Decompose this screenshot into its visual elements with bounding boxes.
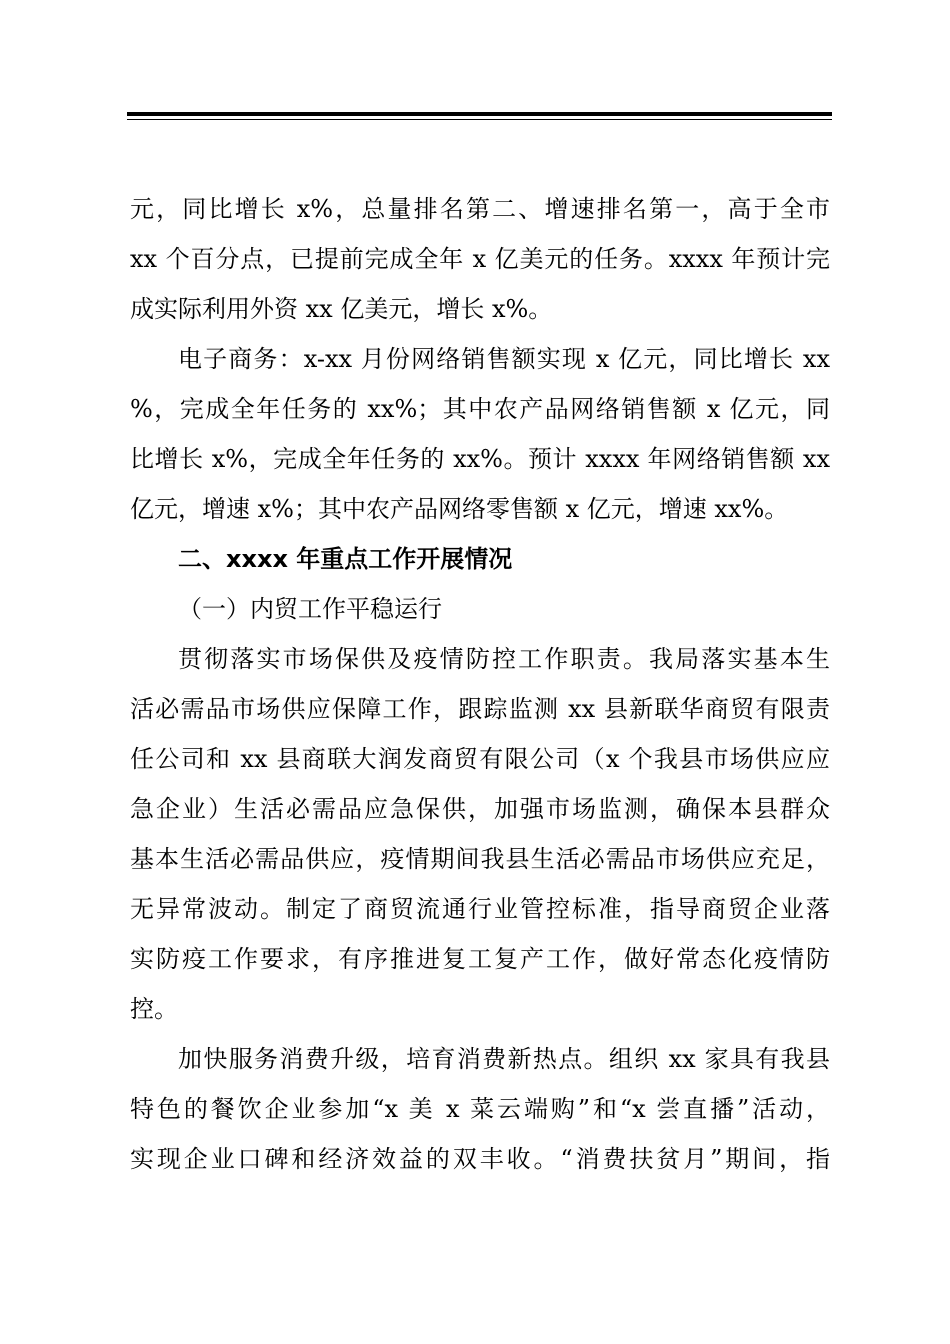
header-rule-thick <box>127 112 832 116</box>
paragraph-line: 基本生活必需品供应，疫情期间我县生活必需品市场供应充足， <box>130 845 830 873</box>
paragraph-line: 比增长 x%，完成全年任务的 xx%。预计 xxxx 年网络销售额 xx <box>130 445 830 473</box>
paragraph-line: xx 个百分点，已提前完成全年 x 亿美元的任务。xxxx 年预计完 <box>130 245 830 273</box>
paragraph-line: 加快服务消费升级，培育消费新热点。组织 xx 家具有我县 <box>178 1045 830 1073</box>
paragraph-line: 急企业）生活必需品应急保供，加强市场监测，确保本县群众 <box>130 795 830 823</box>
paragraph-line: %，完成全年任务的 xx%；其中农产品网络销售额 x 亿元，同 <box>130 395 830 423</box>
section-heading: 二、xxxx 年重点工作开展情况 <box>178 545 513 573</box>
paragraph-line: 亿元，增速 x%；其中农产品网络零售额 x 亿元，增速 xx%。 <box>130 495 789 523</box>
paragraph-line: 任公司和 xx 县商联大润发商贸有限公司（x 个我县市场供应应 <box>130 745 830 773</box>
paragraph-line: 电子商务：x-xx 月份网络销售额实现 x 亿元，同比增长 xx <box>178 345 830 373</box>
paragraph-line: 活必需品市场供应保障工作，跟踪监测 xx 县新联华商贸有限责 <box>130 695 830 723</box>
paragraph-line: 实现企业口碑和经济效益的双丰收。“消费扶贫月”期间，指 <box>130 1145 830 1173</box>
header-rule-thin <box>127 119 832 120</box>
paragraph-line: 控。 <box>130 995 178 1023</box>
document-body <box>130 184 830 1184</box>
paragraph-line: 贯彻落实市场保供及疫情防控工作职责。我局落实基本生 <box>178 645 830 673</box>
paragraph-line: 特色的餐饮企业参加“x 美 x 菜云端购”和“x 尝直播”活动， <box>130 1095 830 1123</box>
subsection-heading: （一）内贸工作平稳运行 <box>178 595 442 623</box>
paragraph-line: 实防疫工作要求，有序推进复工复产工作，做好常态化疫情防 <box>130 945 830 973</box>
paragraph-line: 元，同比增长 x%，总量排名第二、增速排名第一，高于全市 <box>130 195 830 223</box>
paragraph-line: 无异常波动。制定了商贸流通行业管控标准，指导商贸企业落 <box>130 895 830 923</box>
paragraph-line: 成实际利用外资 xx 亿美元，增长 x%。 <box>130 295 553 323</box>
